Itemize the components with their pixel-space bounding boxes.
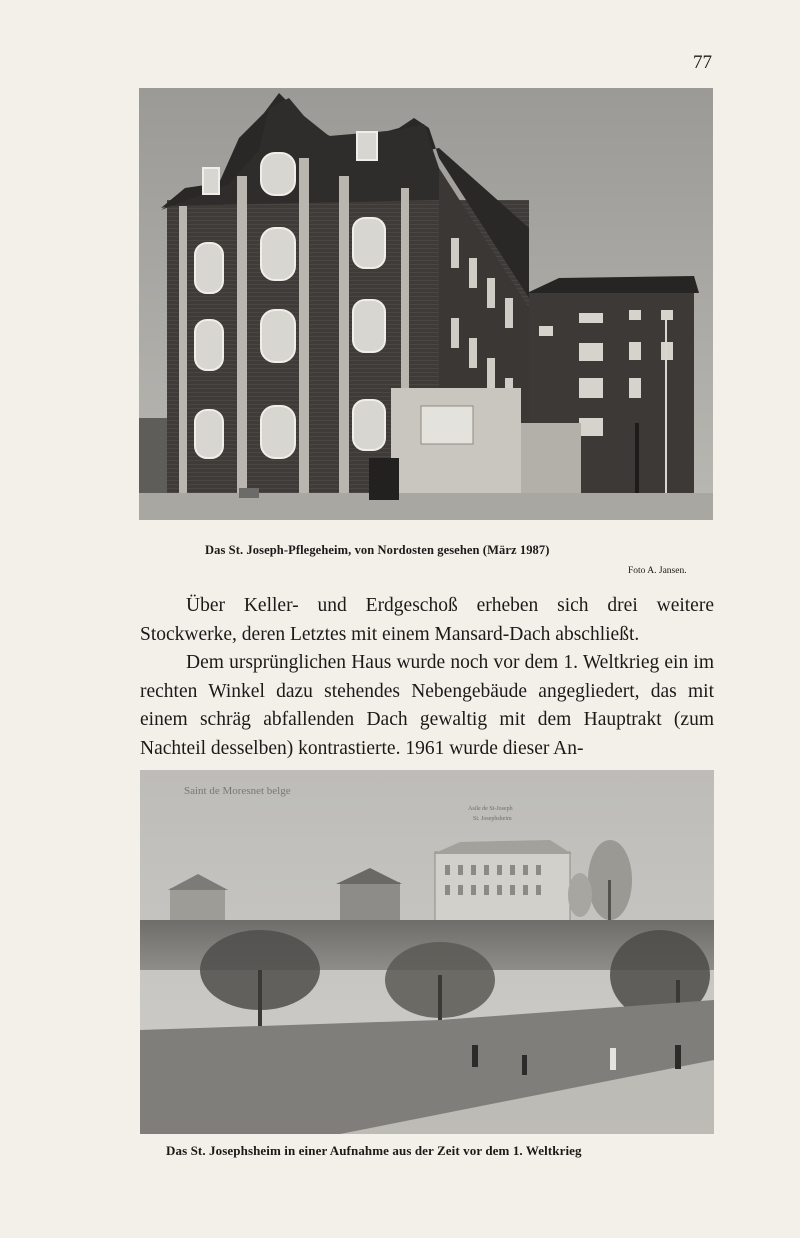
photo-credit: Foto A. Jansen. <box>628 566 687 576</box>
postcard-title: Saint de Moresnet belge <box>184 785 291 797</box>
figure-2-caption: Das St. Josephsheim in einer Aufnahme aus der Zeit vor dem 1. Weltkrieg <box>166 1143 582 1158</box>
figure-1-caption: Das St. Joseph-Pflegeheim, von Nordosten gesehen (März 1987) <box>205 543 550 557</box>
postcard-photo <box>140 770 714 1134</box>
building-photo <box>139 88 713 520</box>
paragraph: Über Keller- und Erdgeschoß erheben sich drei weitere Stockwerke, deren Letztes mit einem Mansard-Dach abschließt. <box>140 595 714 645</box>
page-number: 77 <box>693 52 712 73</box>
postcard-label-1: Asile de St-Joseph <box>468 806 513 812</box>
body-text <box>140 592 714 763</box>
paragraph: Dem ursprünglichen Haus wurde noch vor dem 1. Weltkrieg ein im rechten Winkel dazu stehendes Nebengebäude angegliedert, das mit einem schräg abfallenden Dach gewaltig mit dem Hauptrakt (zum Nachteil desselben) kontrastierte. 1961 wurde dieser An- <box>140 652 714 759</box>
postcard-label-2: St. Josephsheim <box>473 816 512 822</box>
